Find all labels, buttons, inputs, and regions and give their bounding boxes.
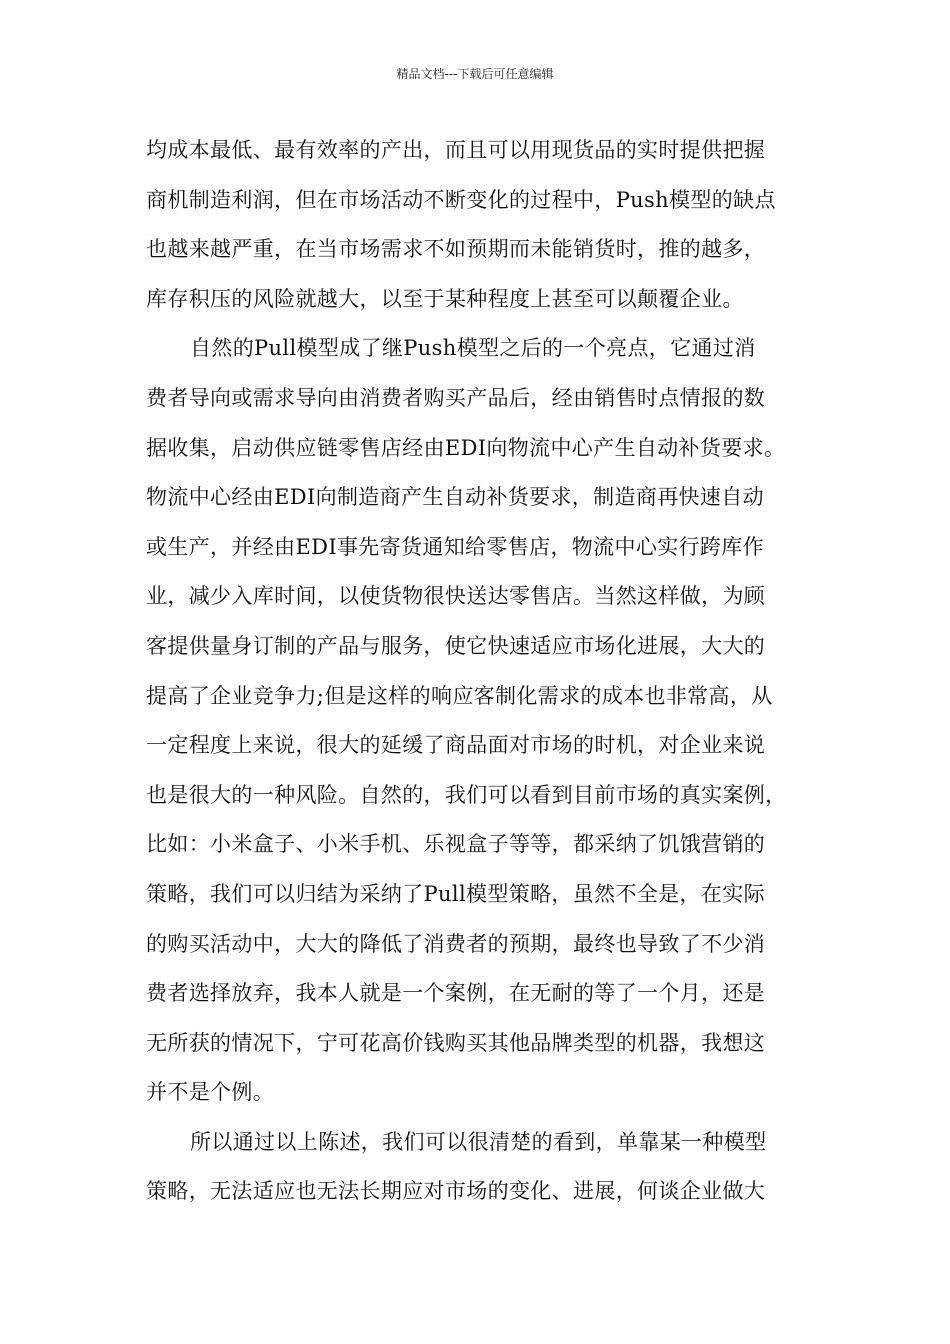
text-line: 策略，我们可以归结为采纳了Pull模型策略，虽然不全是，在实际 xyxy=(146,881,765,906)
text-line: 比如：小米盒子、小米手机、乐视盒子等等，都采纳了饥饿营销的 xyxy=(146,832,766,857)
text-line: 提高了企业竞争力;但是这样的响应客制化需求的成本也非常高，从 xyxy=(146,683,773,708)
text-line: 费者选择放弃，我本人就是一个案例，在无耐的等了一个月，还是 xyxy=(146,981,766,1006)
text-line: 自然的Pull模型成了继Push模型之后的一个亮点，它通过消 xyxy=(190,336,756,361)
text-line: 客提供量身订制的产品与服务，使它快速适应市场化进展，大大的 xyxy=(146,633,766,658)
text-line: 据收集，启动供应链零售店经由EDI向物流中心产生自动补货要求。 xyxy=(146,435,786,460)
text-line: 也越来越严重，在当市场需求不如预期而未能销货时，推的越多， xyxy=(146,237,766,262)
body-text xyxy=(146,126,826,1217)
text-line: 并不是个例。 xyxy=(146,1080,275,1105)
text-line: 也是很大的一种风险。自然的，我们可以看到目前市场的真实案例， xyxy=(146,782,787,807)
text-line: 无所获的情况下，宁可花高价钱购买其他品牌类型的机器，我想这 xyxy=(146,1030,766,1055)
text-line: 费者导向或需求导向由消费者购买产品后，经由销售时点情报的数 xyxy=(146,385,766,410)
text-line: 的购买活动中，大大的降低了消费者的预期，最终也导致了不少消 xyxy=(146,931,766,956)
text-line: 业，减少入库时间，以使货物很快送达零售店。当然这样做，为顾 xyxy=(146,584,766,609)
page-header: 精品文档---下载后可任意编辑 xyxy=(396,67,554,81)
text-line: 或生产，并经由EDI事先寄货通知给零售店，物流中心实行跨库作 xyxy=(146,534,764,559)
text-line: 策略，无法适应也无法长期应对市场的变化、进展，何谈企业做大 xyxy=(146,1179,766,1204)
text-line: 一定程度上来说，很大的延缓了商品面对市场的时机，对企业来说 xyxy=(146,733,766,758)
text-line: 物流中心经由EDI向制造商产生自动补货要求，制造商再快速自动 xyxy=(146,485,764,510)
text-line: 均成本最低、最有效率的产出，而且可以用现货品的实时提供把握 xyxy=(146,138,766,162)
text-line: 所以通过以上陈述，我们可以很清楚的看到，单靠某一种模型 xyxy=(190,1129,767,1154)
text-line: 商机制造利润，但在市场活动不断变化的过程中，Push模型的缺点 xyxy=(146,187,776,212)
text-line: 库存积压的风险就越大，以至于某种程度上甚至可以颠覆企业。 xyxy=(146,286,744,311)
